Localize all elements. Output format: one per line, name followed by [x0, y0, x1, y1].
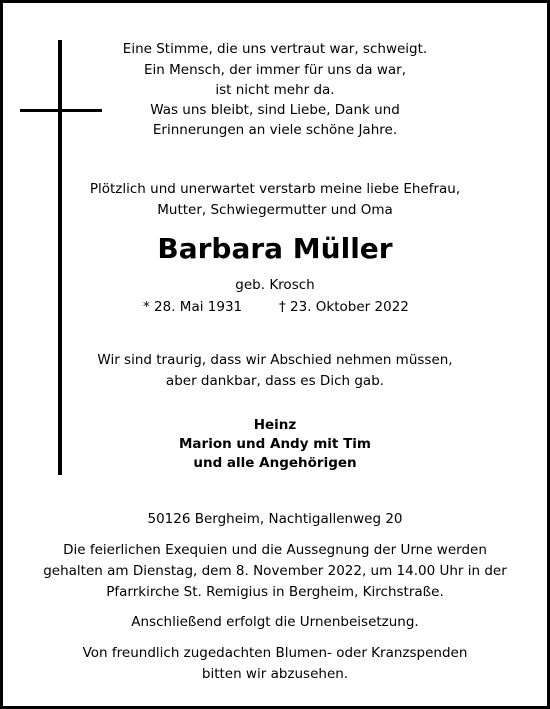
- family-line-1: Heinz: [253, 417, 297, 433]
- poem-line-4: Was uns bleibt, sind Liebe, Dank und: [150, 102, 400, 118]
- mourning-line-1: Wir sind traurig, dass wir Abschied nehmen müssen,: [97, 352, 453, 368]
- family-line-2: Marion und Andy mit Tim: [179, 436, 371, 452]
- deceased-name: Barbara Müller: [157, 232, 393, 265]
- flowers-line-1: Von freundlich zugedachten Blumen- oder Kranzspenden: [82, 645, 468, 661]
- mourning-line-2: aber dankbar, dass es Dich gab.: [165, 373, 385, 389]
- death-date: † 23. Oktober 2022: [279, 299, 409, 315]
- birth-date: * 28. Mai 1931: [143, 299, 243, 315]
- flowers-line-2: bitten wir abzusehen.: [201, 666, 349, 682]
- service-line-3: Pfarrkirche St. Remigius in Bergheim, Kirchstraße.: [106, 584, 444, 600]
- poem-line-3: ist nicht mehr da.: [215, 82, 335, 98]
- service-line-2: gehalten am Dienstag, dem 8. November 2022, um 14.00 Uhr in der: [43, 563, 507, 579]
- service-line-1: Die feierlichen Exequien und die Aussegnung der Urne werden: [63, 542, 487, 558]
- poem-line-1: Eine Stimme, die uns vertraut war, schweigt.: [122, 41, 428, 57]
- maiden-name: geb. Krosch: [235, 277, 315, 293]
- burial-note: Anschließend erfolgt die Urnenbeisetzung.: [131, 614, 419, 630]
- address: 50126 Bergheim, Nachtigallenweg 20: [147, 511, 403, 527]
- family-line-3: und alle Angehörigen: [193, 455, 357, 471]
- announcement-line-1: Plötzlich und unerwartet verstarb meine liebe Ehefrau,: [89, 181, 461, 197]
- poem-line-5: Erinnerungen an viele schöne Jahre.: [152, 122, 398, 138]
- announcement-line-2: Mutter, Schwiegermutter und Oma: [157, 202, 393, 218]
- poem-line-2: Ein Mensch, der immer für uns da war,: [143, 62, 407, 78]
